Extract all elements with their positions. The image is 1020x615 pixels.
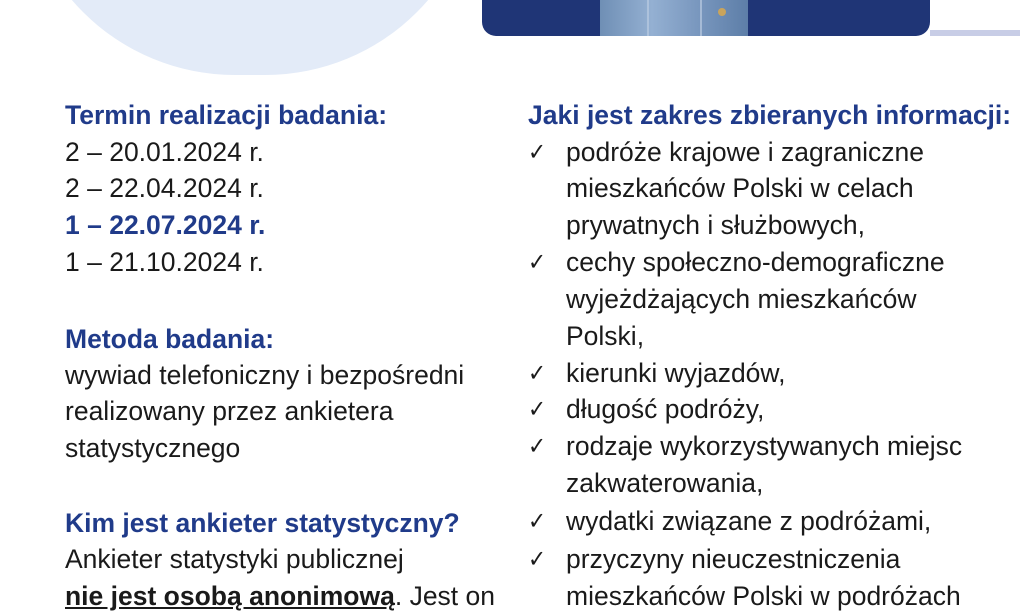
zakres-item-5-line-1: rodzaje wykorzystywanych miejsc [566,431,963,461]
termin-date-2: 2 – 22.04.2024 r. [65,173,264,203]
zakres-heading: Jaki jest zakres zbieranych informacji: [528,100,1012,130]
decorative-bar [930,30,1020,36]
check-icon: ✓ [528,360,547,387]
ankieter-heading: Kim jest ankieter statystyczny? [65,508,460,538]
termin-date-4: 1 – 21.10.2024 r. [65,247,264,277]
zakres-item-3: kierunki wyjazdów, [566,358,786,388]
zakres-item-7-line-1: przyczyny nieuczestniczenia [566,544,901,574]
zakres-item-2-line-2: wyjeżdżających mieszkańców [566,284,917,314]
zakres-item-6: wydatki związane z podróżami, [566,506,932,536]
zakres-item-2-line-3: Polski, [566,321,645,351]
termin-date-3: 1 – 22.07.2024 r. [65,210,266,240]
ankieter-line-2: nie jest osobą anonimową. Jest on [65,581,496,611]
zakres-item-1-line-2: mieszkańców Polski w celach [566,173,914,203]
zakres-item-5-line-2: zakwaterowania, [566,468,764,498]
decorative-blob [20,0,480,75]
ankieter-line-1: Ankieter statystyki publicznej [65,544,404,574]
denim-clothing [600,0,748,36]
check-icon: ✓ [528,249,547,276]
check-icon: ✓ [528,546,547,573]
zakres-item-1-line-3: prywatnych i służbowych, [566,210,865,240]
check-icon: ✓ [528,139,547,166]
metoda-line-2: realizowany przez ankietera [65,396,394,426]
check-icon: ✓ [528,433,547,460]
termin-date-1: 2 – 20.01.2024 r. [65,137,264,167]
metoda-line-3: statystycznego [65,433,241,463]
metoda-heading: Metoda badania: [65,324,275,354]
ankieter-emphasis: nie jest osobą anonimową [65,581,395,611]
termin-heading: Termin realizacji badania: [65,100,388,130]
zakres-item-2-line-1: cechy społeczno-demograficzne [566,247,945,277]
zakres-item-1-line-1: podróże krajowe i zagraniczne [566,137,924,167]
metoda-line-1: wywiad telefoniczny i bezpośredni [65,360,465,390]
zakres-item-7-line-2: mieszkańców Polski w podróżach [566,581,961,611]
check-icon: ✓ [528,508,547,535]
header-photo [482,0,930,36]
zakres-item-4: długość podróży, [566,394,765,424]
check-icon: ✓ [528,396,547,423]
